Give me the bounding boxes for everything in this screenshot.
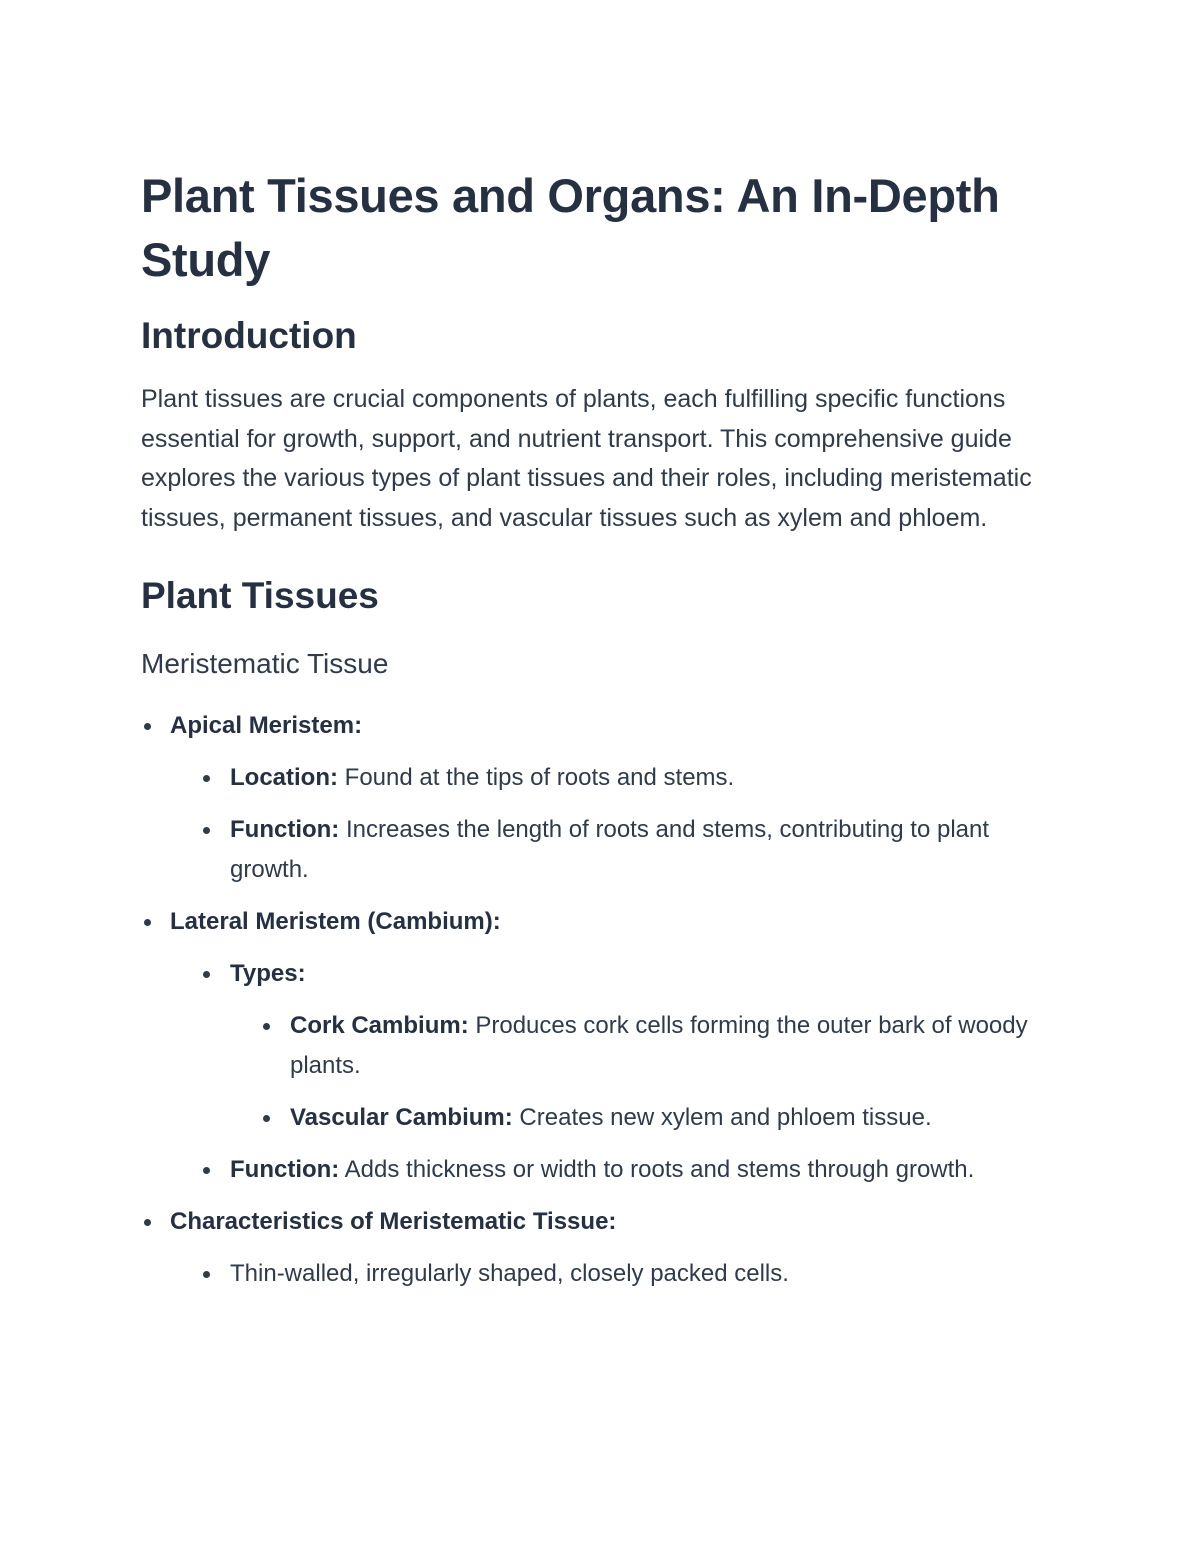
meristematic-tissue-heading: Meristematic Tissue [141,648,389,679]
lateral-function-label: Function: [230,1156,340,1183]
plant-tissues-heading: Plant Tissues [141,575,379,616]
lateral-function-text: Adds thickness or width to roots and stems through growth. [339,1156,975,1183]
introduction-paragraph: Plant tissues are crucial components of plants, each fulfilling specific functions essential for growth, support, and nutrient transport. This comprehensive guide explores the various types of plant tissues and their roles, including meristematic tissues, permanent tissues, and vascular tissues such as xylem and phloem. [141,385,1032,532]
list-item-lateral-function [200,1150,1061,1190]
cork-cambium-text: Produces cork cells forming the outer bark of woody plants. [290,1012,1028,1079]
document-page [141,164,1061,1294]
list-item-apical-meristem [141,706,1061,890]
meristematic-list [141,706,1061,1294]
apical-meristem-sublist [170,758,1061,890]
apical-location-text: Found at the tips of roots and stems. [338,764,735,791]
lateral-types-label: Types: [230,960,306,987]
apical-location-label: Location: [230,764,338,791]
list-item-characteristic-1: Thin-walled, irregularly shaped, closely packed cells. [200,1254,1061,1294]
apical-function-text: Increases the length of roots and stems, contributing to plant growth. [230,816,990,883]
document-title: Plant Tissues and Organs: An In-Depth Study [141,169,1000,286]
apical-meristem-label: Apical Meristem: [170,712,363,739]
cambium-types-list [230,1006,1061,1138]
list-item-apical-function [200,810,1061,890]
characteristics-sublist [170,1254,1061,1294]
cork-cambium-label: Cork Cambium: [290,1012,469,1039]
list-item-cork-cambium [260,1006,1061,1086]
vascular-cambium-text: Creates new xylem and phloem tissue. [512,1104,932,1131]
lateral-meristem-sublist [170,954,1061,1190]
list-item-lateral-types [200,954,1061,1138]
list-item-characteristics [141,1202,1061,1294]
characteristics-label: Characteristics of Meristematic Tissue: [170,1208,617,1235]
apical-function-label: Function: [230,816,340,843]
vascular-cambium-label: Vascular Cambium: [290,1104,513,1131]
lateral-meristem-label: Lateral Meristem (Cambium): [170,908,501,935]
list-item-lateral-meristem [141,902,1061,1190]
introduction-heading: Introduction [141,315,357,356]
list-item-vascular-cambium [260,1098,1061,1138]
list-item-apical-location [200,758,1061,798]
